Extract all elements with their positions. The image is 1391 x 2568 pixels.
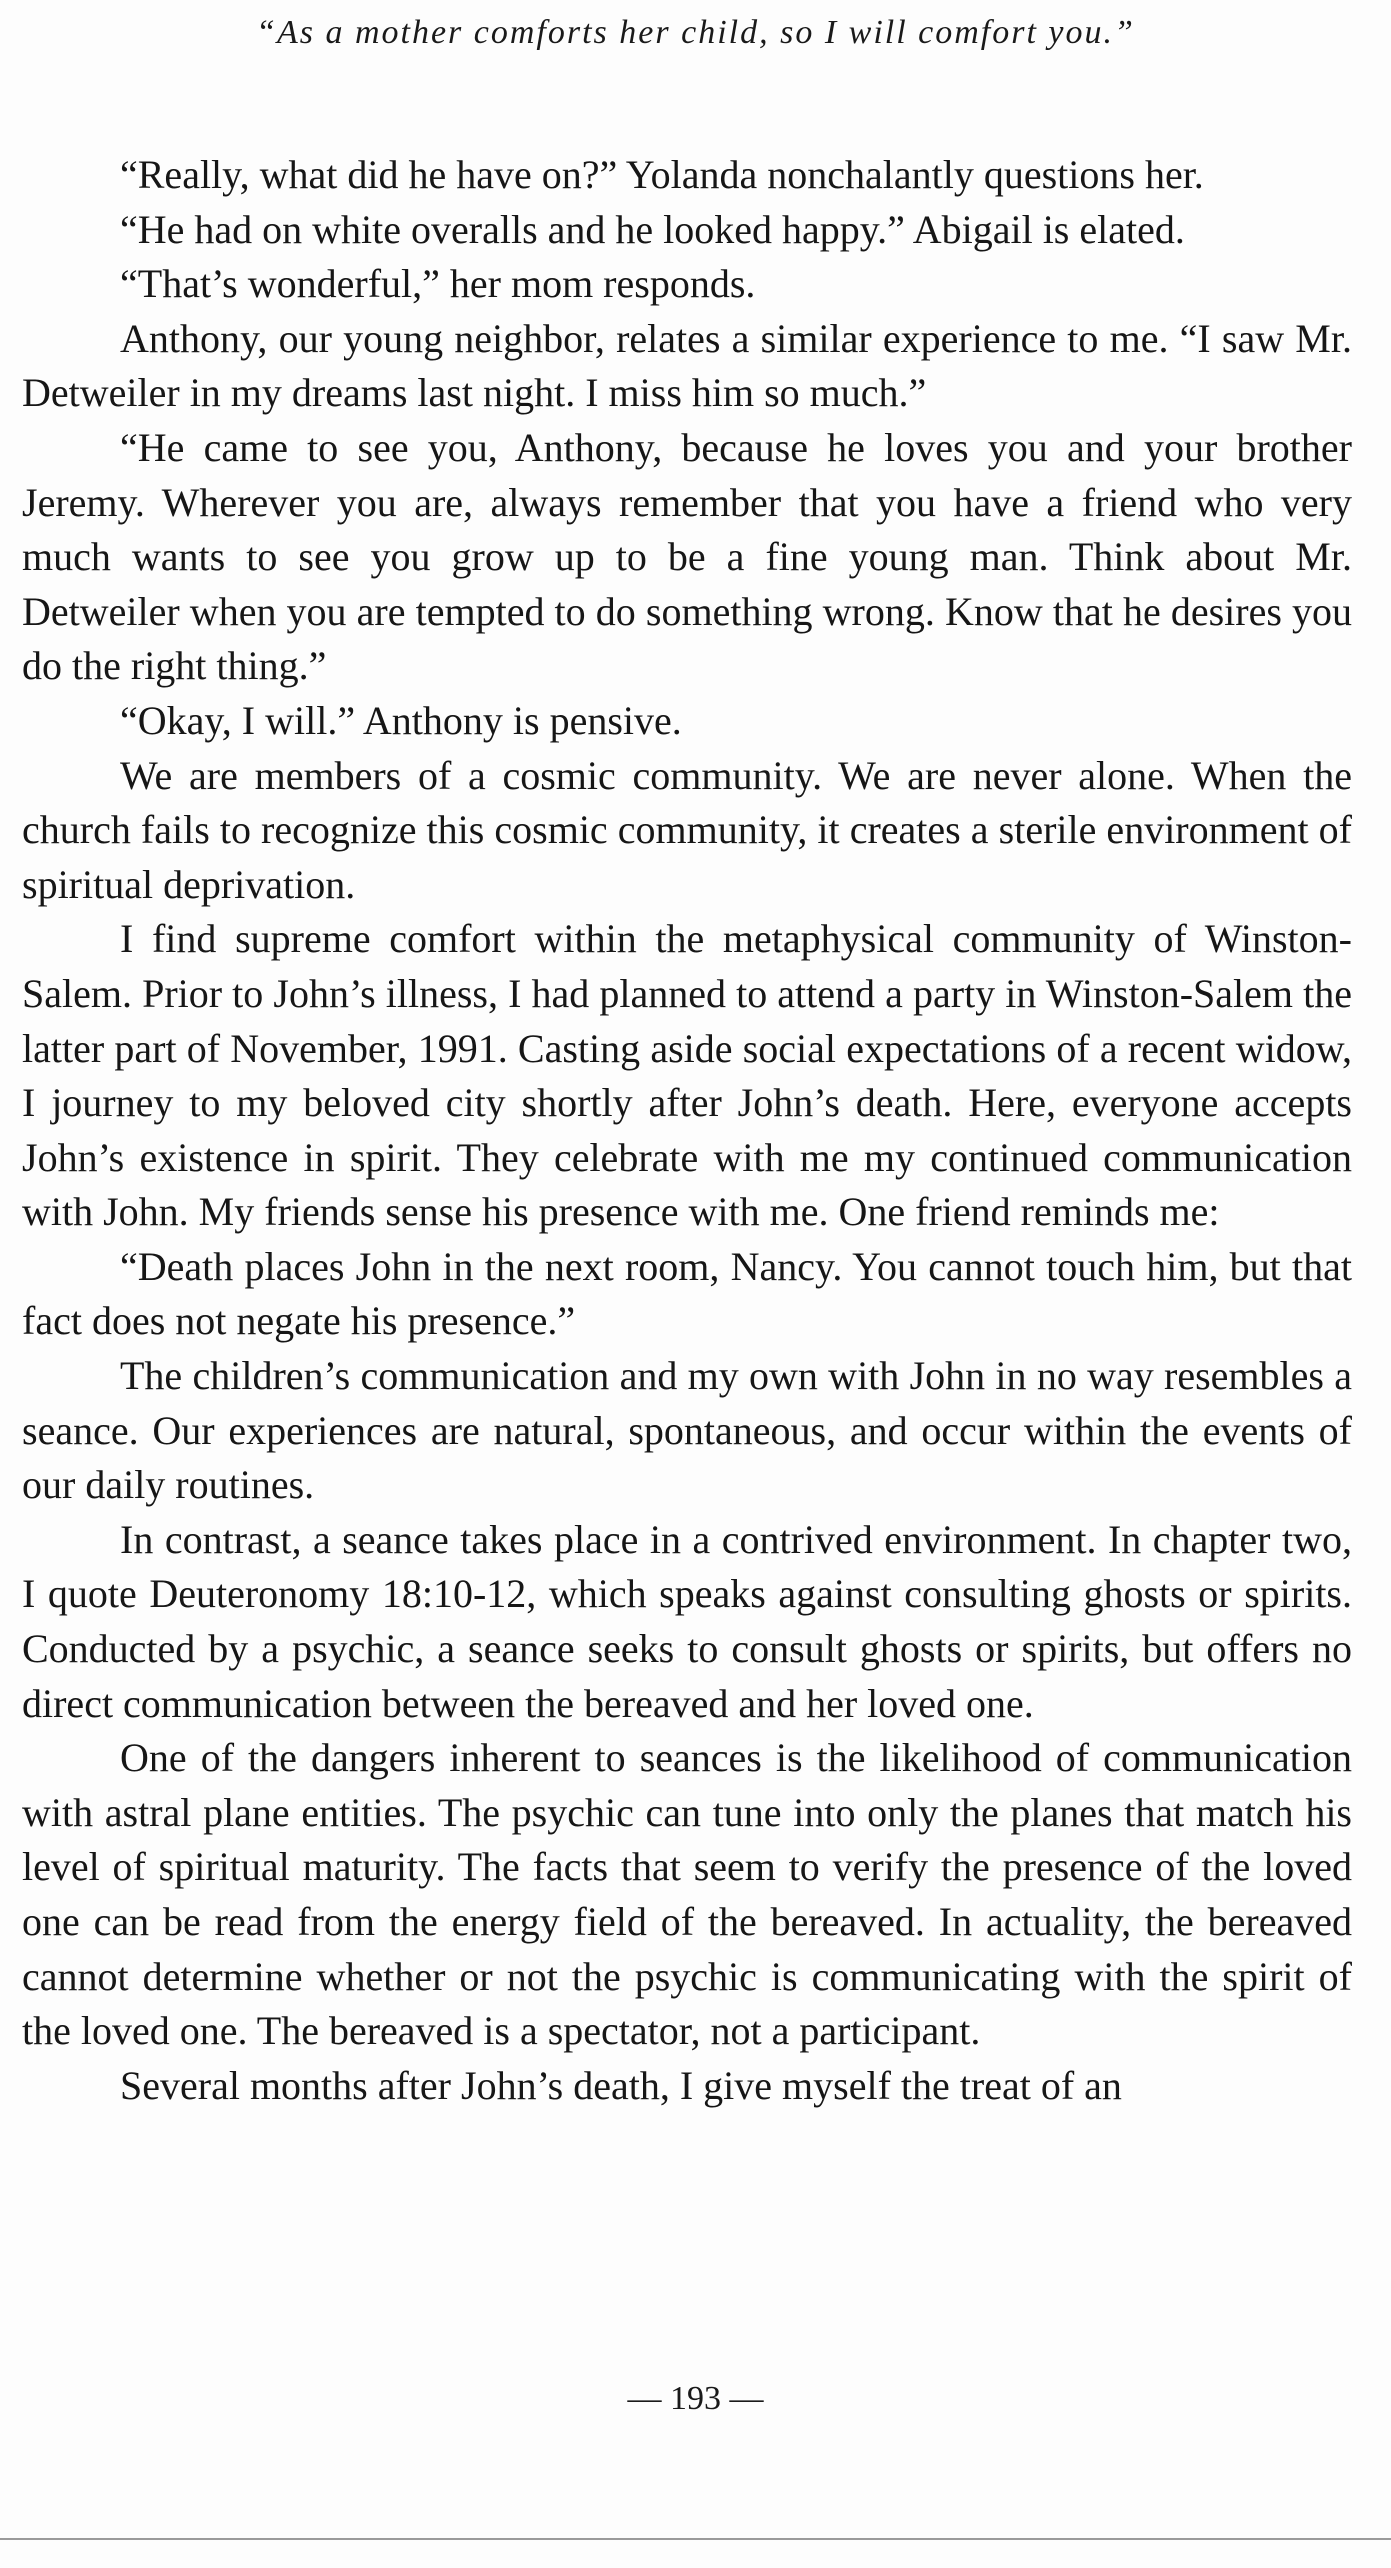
paragraph: We are members of a cosmic community. We are never alone. When the church fails to recognize this cosmic community, it creates a sterile environment of spiritual deprivation. <box>22 752 1352 907</box>
paragraph: The children’s communication and my own with John in no way resembles a seance. Our experiences are natural, spontaneous, and occur within the events of our daily routines. <box>22 1353 1352 1508</box>
running-head: “As a mother comforts her child, so I will comfort you.” <box>256 14 1135 51</box>
page-edge-rule <box>0 2538 1391 2540</box>
body-text <box>22 148 1352 2113</box>
paragraph: “That’s wonderful,” her mom responds. <box>120 261 756 307</box>
paragraph: One of the dangers inherent to seances is the likelihood of communication with astral plane entities. The psychic can tune into only the planes that match his level of spiritual maturity. The facts that seem to verify the presence of the loved one can be read from the energy field of the bereaved. In actuality, the bereaved cannot determine whether or not the psychic is communicating with the spirit of the loved one. The bereaved is a spectator, not a participant. <box>22 1735 1352 2054</box>
paragraph: “Death places John in the next room, Nancy. You cannot touch him, but that fact does not negate his presence.” <box>22 1243 1352 1344</box>
page-number: — 193 — <box>627 2380 764 2417</box>
paragraph: “Okay, I will.” Anthony is pensive. <box>120 697 682 743</box>
paragraph: “Really, what did he have on?” Yolanda nonchalantly questions her. <box>120 152 1204 197</box>
paragraph: I find supreme comfort within the metaphysical community of Winston-Salem. Prior to John’s illness, I had planned to attend a party in Winston-Salem the latter part of November, 1991. Casting aside social expectations of a recent widow, I journey to my beloved city shortly after John’s death. Here, everyone accepts John’s existence in spirit. They celebrate with me my continued communication with John. My friends sense his presence with me. One friend reminds me: <box>22 916 1352 1235</box>
paragraph: Anthony, our young neighbor, relates a similar experience to me. “I saw Mr. Detweiler in my dreams last night. I miss him so much.” <box>22 315 1352 416</box>
paragraph: “He came to see you, Anthony, because he loves you and your brother Jeremy. Wherever you are, always remember that you have a friend who very much wants to see you grow up to be a fine young man. Think about Mr. Detweiler when you are tempted to do something wrong. Know that he desires you do the right thing.” <box>22 424 1352 689</box>
paragraph: “He had on white overalls and he looked happy.” Abigail is elated. <box>120 206 1185 252</box>
paragraph: In contrast, a seance takes place in a contrived environment. In chapter two, I quote Deuteronomy 18:10-12, which speaks against consulting ghosts or spirits. Conducted by a psychic, a seance seeks to consult ghosts or spirits, but offers no direct communication between the bereaved and her loved one. <box>22 1516 1352 1726</box>
paragraph: Several months after John’s death, I give myself the treat of an <box>120 2062 1122 2108</box>
